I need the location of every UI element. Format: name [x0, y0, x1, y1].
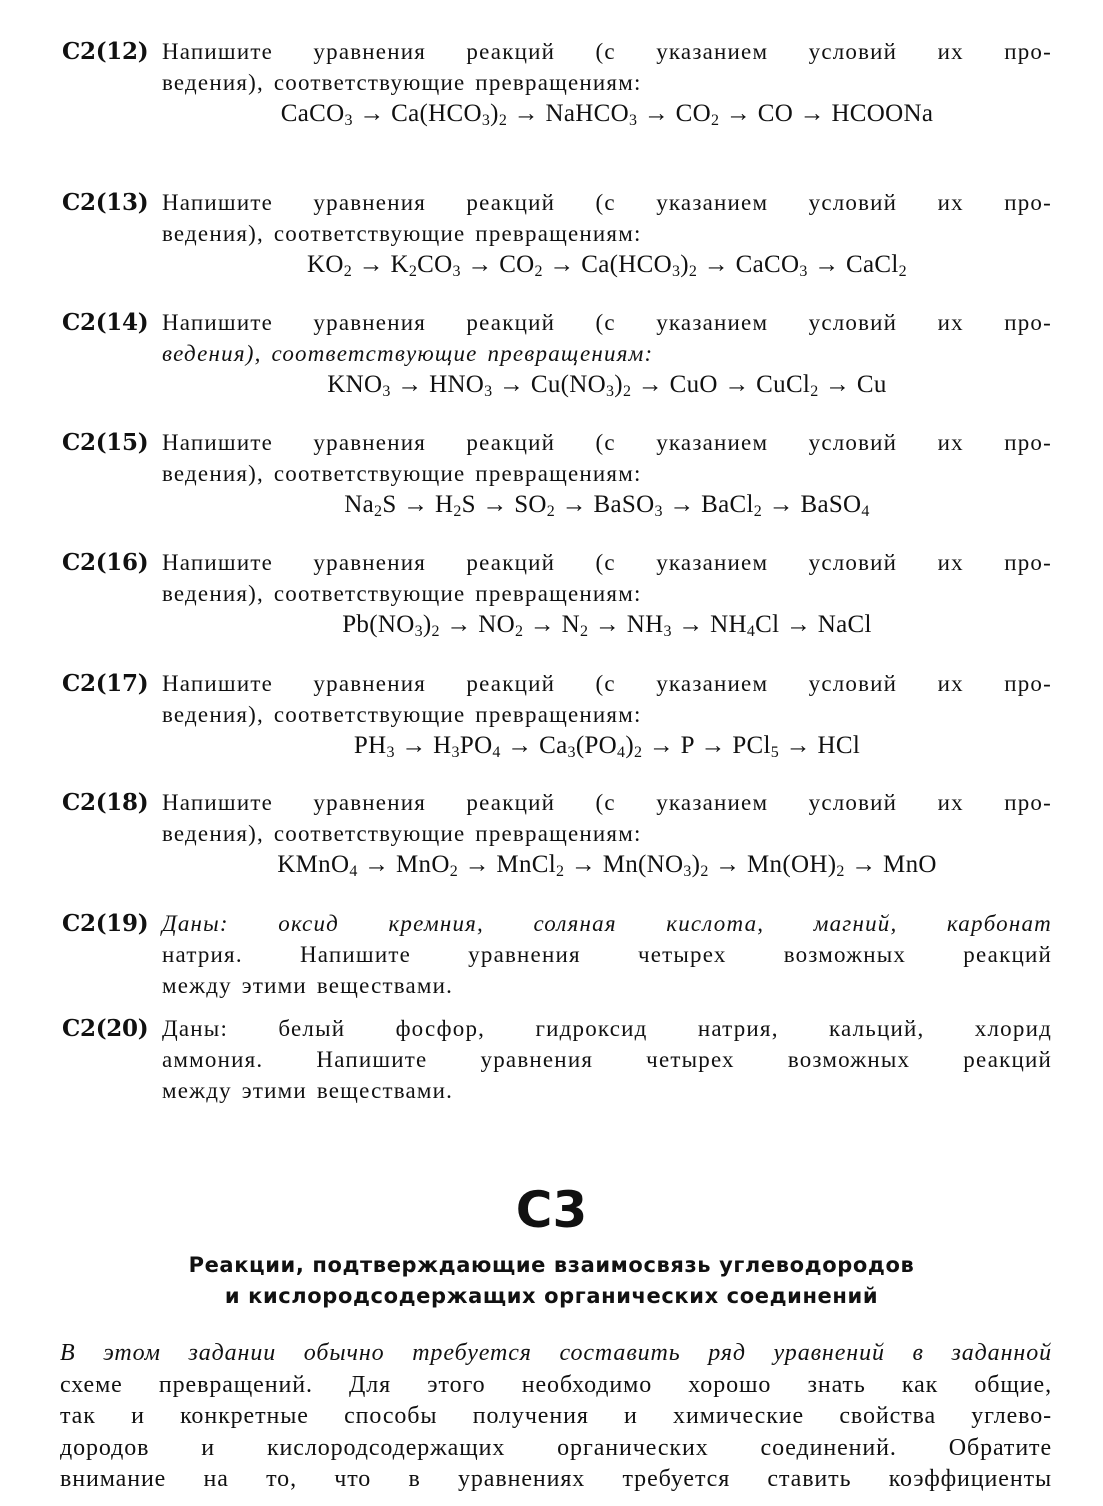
chain-formula-text: → Mn(OH) [708, 851, 837, 878]
task-c2-16 [62, 547, 1052, 641]
transformation-chain [162, 369, 1052, 401]
chain-formula-text: Na [344, 491, 375, 518]
chain-formula-text: → NH [671, 611, 747, 638]
section-subtitle-line: и кислородсодержащих органических соединений [224, 1284, 879, 1308]
chain-subscript: 2 [374, 503, 383, 520]
task-text-line: Напишите уравнения реакций (с указанием условий их про- [162, 671, 1052, 696]
chain-subscript: 2 [753, 503, 763, 520]
chain-subscript: 2 [580, 623, 589, 640]
task-c2-20 [62, 1013, 1052, 1106]
chain-subscript: 3 [654, 503, 663, 520]
chain-formula-text: → NH [588, 611, 664, 638]
task-c2-14 [62, 307, 1052, 401]
chain-subscript: 3 [628, 112, 638, 129]
chain-subscript: 3 [671, 263, 681, 280]
chain-subscript: 2 [408, 263, 418, 280]
chain-formula-text: → HCl [779, 732, 861, 759]
chain-formula-text: → Ca [500, 732, 568, 759]
chain-formula-text: KO [307, 251, 344, 278]
chain-formula-text: CO [417, 251, 453, 278]
chain-formula-text: → CO [460, 251, 535, 278]
task-number: С2(18) [62, 789, 149, 816]
task-text [162, 547, 1052, 609]
chain-formula-text: ) [691, 851, 701, 878]
task-text [162, 1013, 1052, 1106]
task-text-line: натрия. Напишите уравнения четырех возможных реакций [162, 942, 1052, 967]
chain-subscript: 2 [633, 744, 643, 761]
chain-subscript: 2 [711, 112, 720, 129]
intro-line: В этом задании обычно требуется составить ряд уравнений в заданной [60, 1340, 1052, 1366]
task-number: С2(16) [62, 549, 149, 576]
task-text-line: Напишите уравнения реакций (с указанием условий их про- [162, 550, 1052, 575]
chain-formula-text: S → H [382, 491, 454, 518]
chain-subscript: 4 [617, 744, 626, 761]
task-text-line: ведения), соответствующие превращениям: [162, 821, 642, 846]
chain-subscript: 2 [810, 383, 819, 400]
task-c2-13 [62, 187, 1052, 281]
chain-subscript: 2 [555, 863, 565, 880]
chain-subscript: 2 [498, 112, 508, 129]
chain-subscript: 3 [567, 744, 576, 761]
chain-formula-text: ) [614, 371, 623, 398]
task-text [162, 427, 1052, 489]
chain-subscript: 3 [452, 263, 461, 280]
task-number: С2(14) [62, 309, 149, 336]
chain-subscript: 2 [449, 863, 459, 880]
chain-formula-text: Pb(NO [342, 611, 415, 638]
chain-subscript: 3 [382, 383, 391, 400]
chain-subscript: 3 [481, 112, 491, 129]
chain-formula-text: → BaSO [762, 491, 862, 518]
task-text-line: ведения), соответствующие превращениям: [162, 341, 654, 366]
chain-formula-text: → CaCl [807, 251, 899, 278]
chain-formula-text: (PO [575, 732, 618, 759]
task-text-line: аммония. Напишите уравнения четырех возможных реакций [162, 1047, 1052, 1072]
task-text-line: Напишите уравнения реакций (с указанием условий их про- [162, 430, 1052, 455]
chain-formula-text: ) [625, 732, 634, 759]
chain-formula-text: → NaHCO [507, 100, 629, 127]
transformation-chain [162, 849, 1052, 881]
task-number: С2(12) [62, 38, 149, 65]
chain-formula-text: ) [680, 251, 689, 278]
chain-formula-text: → Mn(NO [564, 851, 684, 878]
task-text-line: между этими веществами. [162, 1078, 454, 1103]
chain-formula-text: → CuO → CuCl [631, 371, 811, 398]
chain-formula-text: Cl → NaCl [755, 611, 872, 638]
task-text [162, 908, 1052, 1001]
chain-subscript: 2 [836, 863, 845, 880]
task-text [162, 307, 1052, 369]
task-text-line: Даны: белый фосфор, гидроксид натрия, кальций, хлорид [162, 1016, 1052, 1041]
chain-subscript: 2 [343, 263, 353, 280]
chain-subscript: 4 [861, 503, 870, 520]
chain-subscript: 3 [386, 744, 395, 761]
chain-formula-text: → NO [439, 611, 515, 638]
intro-line: так и конкретные способы получения и химические свойства углево- [60, 1403, 1052, 1429]
chain-subscript: 3 [451, 744, 460, 761]
task-text-line: ведения), соответствующие превращениям: [162, 581, 642, 606]
chain-formula-text: → Ca(HCO [542, 251, 672, 278]
transformation-chain [162, 98, 1052, 130]
task-text-line: между этими веществами. [162, 973, 454, 998]
task-text [162, 787, 1052, 849]
intro-paragraph [60, 1338, 1052, 1496]
chain-formula-text: → Cu(NO [492, 371, 606, 398]
chain-subscript: 2 [688, 263, 698, 280]
task-text-line: ведения), соответствующие превращениям: [162, 70, 642, 95]
task-c2-18 [62, 787, 1052, 881]
chain-formula-text: → CaCO [697, 251, 800, 278]
chain-subscript: 4 [349, 863, 358, 880]
task-c2-19 [62, 908, 1052, 1001]
chain-subscript: 3 [344, 112, 353, 129]
chain-subscript: 2 [514, 623, 524, 640]
chain-formula-text: → CO [637, 100, 712, 127]
task-c2-17 [62, 668, 1052, 762]
task-text-line: Напишите уравнения реакций (с указанием условий их про- [162, 190, 1052, 215]
chain-formula-text: → CO → HCOONa [719, 100, 934, 127]
chain-formula-text: → Cu [818, 371, 887, 398]
chain-subscript: 3 [484, 383, 493, 400]
section-subtitle [0, 1250, 1103, 1312]
chain-formula-text: CaCO [280, 100, 345, 127]
chain-formula-text: S → SO [461, 491, 547, 518]
chain-subscript: 2 [898, 263, 907, 280]
chain-subscript: 3 [605, 383, 615, 400]
chain-subscript: 2 [622, 383, 632, 400]
chain-formula-text: → MnO [357, 851, 450, 878]
chain-subscript: 3 [683, 863, 692, 880]
chain-formula-text: KMnO [277, 851, 350, 878]
intro-line: внимание на то, что в уравнениях требуется ставить коэффициенты [60, 1466, 1052, 1492]
chain-formula-text: ) [490, 100, 499, 127]
chain-subscript: 5 [770, 744, 780, 761]
chain-subscript: 2 [453, 503, 462, 520]
chain-formula-text: → H [394, 732, 452, 759]
task-c2-12 [62, 36, 1052, 130]
chain-formula-text: ) [422, 611, 432, 638]
task-text-line: Напишите уравнения реакций (с указанием условий их про- [162, 790, 1052, 815]
task-text-line: ведения), соответствующие превращениям: [162, 702, 642, 727]
chain-formula-text: → HNO [390, 371, 485, 398]
chain-subscript: 3 [663, 623, 672, 640]
chain-subscript: 3 [799, 263, 808, 280]
task-text [162, 187, 1052, 249]
chain-formula-text: → Ca(HCO [352, 100, 482, 127]
chain-subscript: 3 [414, 623, 423, 640]
task-text [162, 668, 1052, 730]
chain-formula-text: → BaCl [662, 491, 754, 518]
chain-subscript: 4 [492, 744, 501, 761]
chain-formula-text: → MnCl [458, 851, 556, 878]
section-title: С3 [515, 1181, 588, 1239]
task-number: С2(15) [62, 429, 149, 456]
task-text-line: ведения), соответствующие превращениям: [162, 221, 642, 246]
task-text-line: Напишите уравнения реакций (с указанием условий их про- [162, 310, 1052, 335]
transformation-chain [162, 730, 1052, 762]
chain-formula-text: PO [459, 732, 493, 759]
transformation-chain [162, 249, 1052, 281]
task-number: С2(19) [62, 910, 149, 937]
chain-subscript: 2 [700, 863, 709, 880]
chain-formula-text: → N [523, 611, 581, 638]
task-text-line: Напишите уравнения реакций (с указанием условий их про- [162, 39, 1052, 64]
task-number: С2(20) [62, 1015, 149, 1042]
task-text-line: ведения), соответствующие превращениям: [162, 461, 642, 486]
intro-line: схеме превращений. Для этого необходимо хорошо знать как общие, [60, 1371, 1052, 1398]
chain-formula-text: PH [353, 732, 387, 759]
chain-formula-text: → BaSO [555, 491, 655, 518]
chain-subscript: 2 [534, 263, 543, 280]
task-number: С2(17) [62, 670, 149, 697]
chain-subscript: 2 [431, 623, 440, 640]
chain-subscript: 4 [746, 623, 756, 640]
task-c2-15 [62, 427, 1052, 521]
task-text-line: Даны: оксид кремния, соляная кислота, магний, карбонат [162, 911, 1052, 936]
task-text [162, 36, 1052, 98]
intro-line: дородов и кислородсодержащих органических соединений. Обратите [60, 1434, 1052, 1461]
transformation-chain [162, 489, 1052, 521]
chain-formula-text: → P → PCl [642, 732, 771, 759]
task-number: С2(13) [62, 189, 149, 216]
chain-subscript: 2 [546, 503, 556, 520]
transformation-chain [162, 609, 1052, 641]
section-subtitle-line: Реакции, подтверждающие взаимосвязь углеводородов [188, 1253, 915, 1277]
chain-formula-text: → K [352, 251, 409, 278]
chain-formula-text: → MnO [844, 851, 937, 878]
chain-formula-text: KNO [327, 371, 383, 398]
